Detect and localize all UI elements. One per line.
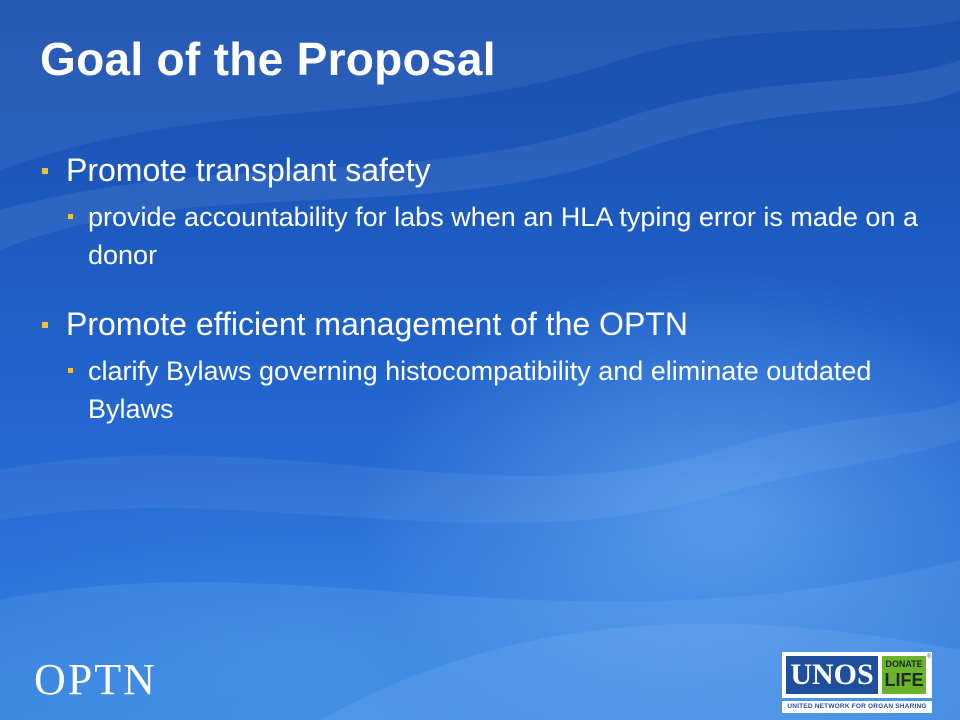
- bullet-text: Promote efficient management of the OPTN: [66, 306, 688, 342]
- bullet-text: Promote transplant safety: [66, 152, 431, 188]
- sub-bullet-item: [66, 352, 920, 428]
- square-bullet-icon: [42, 168, 48, 174]
- slide-title: Goal of the Proposal: [40, 33, 496, 85]
- unos-tagline: UNITED NETWORK FOR ORGAN SHARING: [782, 701, 932, 713]
- bullet-item: [40, 150, 920, 190]
- unos-donate-life-logo: [782, 652, 932, 714]
- bullet-list: [40, 150, 920, 428]
- bullet-item: [40, 304, 920, 344]
- sub-bullet-text: provide accountability for labs when an HLA typing error is made on a donor: [88, 202, 918, 270]
- optn-logo-text: OPTN: [34, 655, 157, 704]
- square-bullet-icon: [42, 322, 48, 328]
- donate-label: DONATE: [885, 659, 923, 669]
- life-label: LIFE: [884, 670, 924, 690]
- sub-bullet-item: [66, 198, 920, 274]
- square-bullet-icon: [68, 368, 73, 373]
- registered-mark: ®: [927, 654, 932, 660]
- square-bullet-icon: [68, 214, 73, 219]
- unos-wordmark: UNOS: [786, 656, 878, 694]
- donate-life-badge: [882, 656, 926, 694]
- sub-bullet-text: clarify Bylaws governing histocompatibility and eliminate outdated Bylaws: [88, 356, 872, 424]
